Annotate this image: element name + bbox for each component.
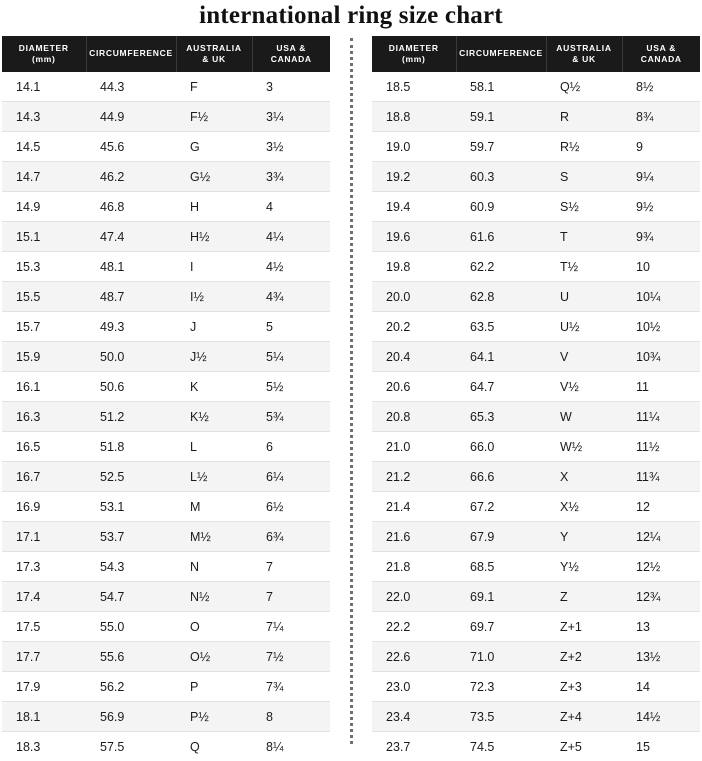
cell-circumference: 56.2: [86, 672, 176, 702]
cell-australia-uk: F½: [176, 102, 252, 132]
cell-circumference: 52.5: [86, 462, 176, 492]
cell-diameter: 20.6: [372, 372, 456, 402]
cell-usa-canada: 11½: [622, 432, 700, 462]
cell-australia-uk: N: [176, 552, 252, 582]
cell-diameter: 17.3: [2, 552, 86, 582]
cell-usa-canada: 8: [252, 702, 330, 732]
cell-australia-uk: S: [546, 162, 622, 192]
table-row: [372, 702, 700, 732]
cell-diameter: 17.9: [2, 672, 86, 702]
cell-circumference: 54.7: [86, 582, 176, 612]
charts-container: [0, 36, 702, 761]
cell-australia-uk: Z+5: [546, 732, 622, 761]
cell-circumference: 46.8: [86, 192, 176, 222]
table-row: [2, 162, 330, 192]
cell-circumference: 47.4: [86, 222, 176, 252]
cell-diameter: 15.3: [2, 252, 86, 282]
cell-diameter: 17.5: [2, 612, 86, 642]
cell-circumference: 56.9: [86, 702, 176, 732]
cell-usa-canada: 9: [622, 132, 700, 162]
table-row: [2, 732, 330, 761]
cell-circumference: 66.6: [456, 462, 546, 492]
cell-circumference: 61.6: [456, 222, 546, 252]
table-row: [2, 582, 330, 612]
cell-usa-canada: 14½: [622, 702, 700, 732]
cell-circumference: 62.2: [456, 252, 546, 282]
table-row: [372, 72, 700, 102]
cell-australia-uk: Q: [176, 732, 252, 761]
cell-circumference: 71.0: [456, 642, 546, 672]
cell-diameter: 14.3: [2, 102, 86, 132]
cell-australia-uk: Z: [546, 582, 622, 612]
cell-australia-uk: T: [546, 222, 622, 252]
cell-diameter: 18.1: [2, 702, 86, 732]
cell-usa-canada: 5: [252, 312, 330, 342]
cell-diameter: 19.2: [372, 162, 456, 192]
col-header-australia-uk: [546, 36, 622, 72]
cell-diameter: 18.5: [372, 72, 456, 102]
table-row: [2, 72, 330, 102]
cell-circumference: 60.9: [456, 192, 546, 222]
cell-diameter: 18.8: [372, 102, 456, 132]
table-row: [2, 102, 330, 132]
cell-diameter: 14.7: [2, 162, 86, 192]
cell-diameter: 21.8: [372, 552, 456, 582]
cell-usa-canada: 5¾: [252, 402, 330, 432]
cell-usa-canada: 6: [252, 432, 330, 462]
table-row: [372, 492, 700, 522]
cell-diameter: 18.3: [2, 732, 86, 761]
col-header-australia-sub: & UK: [572, 53, 596, 64]
col-header-circumference: [456, 36, 546, 72]
cell-usa-canada: 5½: [252, 372, 330, 402]
cell-diameter: 17.4: [2, 582, 86, 612]
table-row: [372, 162, 700, 192]
cell-usa-canada: 4½: [252, 252, 330, 282]
table-row: [372, 432, 700, 462]
table-row: [2, 192, 330, 222]
table-row: [372, 132, 700, 162]
cell-usa-canada: 3½: [252, 132, 330, 162]
cell-diameter: 19.8: [372, 252, 456, 282]
col-header-circumference: [86, 36, 176, 72]
cell-circumference: 55.6: [86, 642, 176, 672]
cell-diameter: 20.4: [372, 342, 456, 372]
table-row: [372, 552, 700, 582]
cell-usa-canada: 12½: [622, 552, 700, 582]
cell-circumference: 65.3: [456, 402, 546, 432]
cell-circumference: 46.2: [86, 162, 176, 192]
left-chart: [2, 36, 330, 761]
table-row: [2, 252, 330, 282]
cell-usa-canada: 3¾: [252, 162, 330, 192]
table-row: [372, 312, 700, 342]
cell-circumference: 62.8: [456, 282, 546, 312]
table-row: [2, 282, 330, 312]
col-header-circumference-label: CIRCUMFERENCE: [89, 48, 173, 59]
right-size-table: [372, 36, 700, 761]
cell-diameter: 16.5: [2, 432, 86, 462]
cell-australia-uk: Y½: [546, 552, 622, 582]
cell-australia-uk: M½: [176, 522, 252, 552]
cell-diameter: 21.0: [372, 432, 456, 462]
cell-australia-uk: O½: [176, 642, 252, 672]
col-header-usa-label: USA &: [646, 43, 677, 53]
vertical-dotted-divider: [345, 36, 357, 761]
cell-usa-canada: 11¼: [622, 402, 700, 432]
cell-usa-canada: 10½: [622, 312, 700, 342]
cell-circumference: 59.1: [456, 102, 546, 132]
table-row: [372, 582, 700, 612]
cell-usa-canada: 9¼: [622, 162, 700, 192]
cell-australia-uk: L: [176, 432, 252, 462]
col-header-diameter: [2, 36, 86, 72]
cell-australia-uk: J: [176, 312, 252, 342]
col-header-circumference-label: CIRCUMFERENCE: [459, 48, 543, 59]
cell-australia-uk: X: [546, 462, 622, 492]
cell-australia-uk: T½: [546, 252, 622, 282]
cell-diameter: 21.2: [372, 462, 456, 492]
col-header-usa-sub: CANADA: [640, 53, 682, 64]
col-header-australia-label: AUSTRALIA: [186, 43, 242, 53]
cell-australia-uk: O: [176, 612, 252, 642]
col-header-usa-canada: [252, 36, 330, 72]
table-row: [372, 462, 700, 492]
cell-australia-uk: G: [176, 132, 252, 162]
cell-circumference: 59.7: [456, 132, 546, 162]
cell-circumference: 66.0: [456, 432, 546, 462]
cell-diameter: 20.2: [372, 312, 456, 342]
cell-circumference: 73.5: [456, 702, 546, 732]
cell-australia-uk: N½: [176, 582, 252, 612]
table-row: [2, 612, 330, 642]
cell-circumference: 63.5: [456, 312, 546, 342]
cell-diameter: 21.4: [372, 492, 456, 522]
cell-circumference: 51.2: [86, 402, 176, 432]
col-header-diameter-label: DIAMETER: [388, 43, 439, 53]
table-row: [372, 642, 700, 672]
cell-australia-uk: L½: [176, 462, 252, 492]
divider-line: [350, 38, 353, 744]
col-header-usa-sub: CANADA: [270, 53, 312, 64]
cell-usa-canada: 12¼: [622, 522, 700, 552]
cell-australia-uk: Z+3: [546, 672, 622, 702]
cell-australia-uk: U½: [546, 312, 622, 342]
table-row: [2, 372, 330, 402]
cell-circumference: 50.6: [86, 372, 176, 402]
left-size-table: [2, 36, 330, 761]
cell-australia-uk: R½: [546, 132, 622, 162]
right-table-body: [372, 72, 700, 761]
header-row: [372, 36, 700, 72]
col-header-australia-sub: & UK: [202, 53, 226, 64]
cell-usa-canada: 14: [622, 672, 700, 702]
col-header-usa-label: USA &: [276, 43, 307, 53]
cell-usa-canada: 7¾: [252, 672, 330, 702]
table-row: [2, 312, 330, 342]
cell-usa-canada: 7¼: [252, 612, 330, 642]
cell-diameter: 23.4: [372, 702, 456, 732]
cell-australia-uk: U: [546, 282, 622, 312]
cell-diameter: 15.1: [2, 222, 86, 252]
cell-diameter: 22.2: [372, 612, 456, 642]
cell-diameter: 21.6: [372, 522, 456, 552]
cell-diameter: 20.0: [372, 282, 456, 312]
cell-circumference: 67.9: [456, 522, 546, 552]
cell-usa-canada: 11: [622, 372, 700, 402]
cell-diameter: 16.3: [2, 402, 86, 432]
cell-diameter: 19.6: [372, 222, 456, 252]
left-table-body: [2, 72, 330, 761]
right-table-header: [372, 36, 700, 72]
table-row: [2, 552, 330, 582]
cell-diameter: 22.0: [372, 582, 456, 612]
cell-australia-uk: K½: [176, 402, 252, 432]
cell-usa-canada: 3: [252, 72, 330, 102]
table-row: [372, 732, 700, 761]
col-header-usa-canada: [622, 36, 700, 72]
cell-diameter: 19.4: [372, 192, 456, 222]
cell-diameter: 14.1: [2, 72, 86, 102]
cell-australia-uk: M: [176, 492, 252, 522]
col-header-diameter-sub: (mm): [31, 53, 56, 64]
cell-australia-uk: Z+4: [546, 702, 622, 732]
cell-usa-canada: 5¼: [252, 342, 330, 372]
cell-australia-uk: P½: [176, 702, 252, 732]
cell-circumference: 69.1: [456, 582, 546, 612]
page-title: international ring size chart: [199, 2, 503, 29]
cell-diameter: 16.1: [2, 372, 86, 402]
cell-circumference: 49.3: [86, 312, 176, 342]
cell-circumference: 53.7: [86, 522, 176, 552]
cell-usa-canada: 12: [622, 492, 700, 522]
cell-circumference: 44.9: [86, 102, 176, 132]
cell-australia-uk: V: [546, 342, 622, 372]
cell-diameter: 17.1: [2, 522, 86, 552]
cell-circumference: 55.0: [86, 612, 176, 642]
cell-usa-canada: 10¼: [622, 282, 700, 312]
table-row: [2, 522, 330, 552]
left-table-header: [2, 36, 330, 72]
cell-usa-canada: 11¾: [622, 462, 700, 492]
cell-usa-canada: 4: [252, 192, 330, 222]
cell-usa-canada: 3¼: [252, 102, 330, 132]
table-row: [2, 492, 330, 522]
table-row: [2, 222, 330, 252]
cell-circumference: 69.7: [456, 612, 546, 642]
cell-usa-canada: 13: [622, 612, 700, 642]
cell-circumference: 50.0: [86, 342, 176, 372]
cell-australia-uk: H½: [176, 222, 252, 252]
cell-australia-uk: V½: [546, 372, 622, 402]
table-row: [2, 642, 330, 672]
cell-usa-canada: 7: [252, 582, 330, 612]
table-row: [2, 402, 330, 432]
ring-size-chart-page: [0, 2, 702, 754]
cell-diameter: 14.5: [2, 132, 86, 162]
cell-circumference: 64.1: [456, 342, 546, 372]
cell-australia-uk: J½: [176, 342, 252, 372]
cell-usa-canada: 4¼: [252, 222, 330, 252]
table-row: [2, 432, 330, 462]
cell-australia-uk: Y: [546, 522, 622, 552]
cell-diameter: 23.0: [372, 672, 456, 702]
table-row: [372, 342, 700, 372]
cell-usa-canada: 6¾: [252, 522, 330, 552]
cell-diameter: 17.7: [2, 642, 86, 672]
cell-circumference: 44.3: [86, 72, 176, 102]
cell-diameter: 19.0: [372, 132, 456, 162]
cell-usa-canada: 4¾: [252, 282, 330, 312]
cell-diameter: 15.9: [2, 342, 86, 372]
cell-usa-canada: 8¼: [252, 732, 330, 761]
cell-diameter: 14.9: [2, 192, 86, 222]
cell-circumference: 67.2: [456, 492, 546, 522]
cell-circumference: 48.1: [86, 252, 176, 282]
cell-usa-canada: 8½: [622, 72, 700, 102]
cell-australia-uk: G½: [176, 162, 252, 192]
table-row: [2, 132, 330, 162]
table-row: [372, 402, 700, 432]
table-row: [372, 102, 700, 132]
table-row: [2, 672, 330, 702]
col-header-diameter-label: DIAMETER: [18, 43, 69, 53]
cell-australia-uk: W: [546, 402, 622, 432]
col-header-australia-label: AUSTRALIA: [556, 43, 612, 53]
col-header-diameter-sub: (mm): [401, 53, 426, 64]
cell-circumference: 64.7: [456, 372, 546, 402]
table-row: [372, 252, 700, 282]
table-row: [372, 372, 700, 402]
cell-australia-uk: Z+2: [546, 642, 622, 672]
cell-diameter: 16.9: [2, 492, 86, 522]
cell-usa-canada: 13½: [622, 642, 700, 672]
table-row: [372, 282, 700, 312]
cell-circumference: 60.3: [456, 162, 546, 192]
table-row: [372, 612, 700, 642]
cell-circumference: 54.3: [86, 552, 176, 582]
cell-diameter: 15.5: [2, 282, 86, 312]
cell-usa-canada: 15: [622, 732, 700, 761]
header-row: [2, 36, 330, 72]
table-row: [2, 702, 330, 732]
table-row: [2, 342, 330, 372]
cell-usa-canada: 9¾: [622, 222, 700, 252]
cell-australia-uk: X½: [546, 492, 622, 522]
cell-circumference: 53.1: [86, 492, 176, 522]
cell-usa-canada: 10¾: [622, 342, 700, 372]
right-chart: [372, 36, 700, 761]
cell-usa-canada: 6¼: [252, 462, 330, 492]
cell-australia-uk: Z+1: [546, 612, 622, 642]
cell-circumference: 58.1: [456, 72, 546, 102]
cell-circumference: 72.3: [456, 672, 546, 702]
table-row: [372, 222, 700, 252]
cell-diameter: 23.7: [372, 732, 456, 761]
cell-australia-uk: I½: [176, 282, 252, 312]
cell-australia-uk: K: [176, 372, 252, 402]
col-header-diameter: [372, 36, 456, 72]
cell-usa-canada: 12¾: [622, 582, 700, 612]
table-row: [372, 672, 700, 702]
cell-usa-canada: 10: [622, 252, 700, 282]
cell-usa-canada: 7½: [252, 642, 330, 672]
cell-australia-uk: S½: [546, 192, 622, 222]
cell-circumference: 68.5: [456, 552, 546, 582]
cell-circumference: 57.5: [86, 732, 176, 761]
table-row: [2, 462, 330, 492]
cell-usa-canada: 8¾: [622, 102, 700, 132]
cell-circumference: 74.5: [456, 732, 546, 761]
cell-diameter: 22.6: [372, 642, 456, 672]
cell-australia-uk: I: [176, 252, 252, 282]
cell-australia-uk: H: [176, 192, 252, 222]
cell-circumference: 45.6: [86, 132, 176, 162]
cell-usa-canada: 7: [252, 552, 330, 582]
cell-diameter: 16.7: [2, 462, 86, 492]
table-row: [372, 522, 700, 552]
cell-usa-canada: 9½: [622, 192, 700, 222]
cell-circumference: 48.7: [86, 282, 176, 312]
cell-australia-uk: W½: [546, 432, 622, 462]
cell-circumference: 51.8: [86, 432, 176, 462]
cell-australia-uk: Q½: [546, 72, 622, 102]
cell-australia-uk: R: [546, 102, 622, 132]
cell-australia-uk: F: [176, 72, 252, 102]
cell-usa-canada: 6½: [252, 492, 330, 522]
table-row: [372, 192, 700, 222]
col-header-australia-uk: [176, 36, 252, 72]
cell-diameter: 15.7: [2, 312, 86, 342]
cell-australia-uk: P: [176, 672, 252, 702]
cell-diameter: 20.8: [372, 402, 456, 432]
